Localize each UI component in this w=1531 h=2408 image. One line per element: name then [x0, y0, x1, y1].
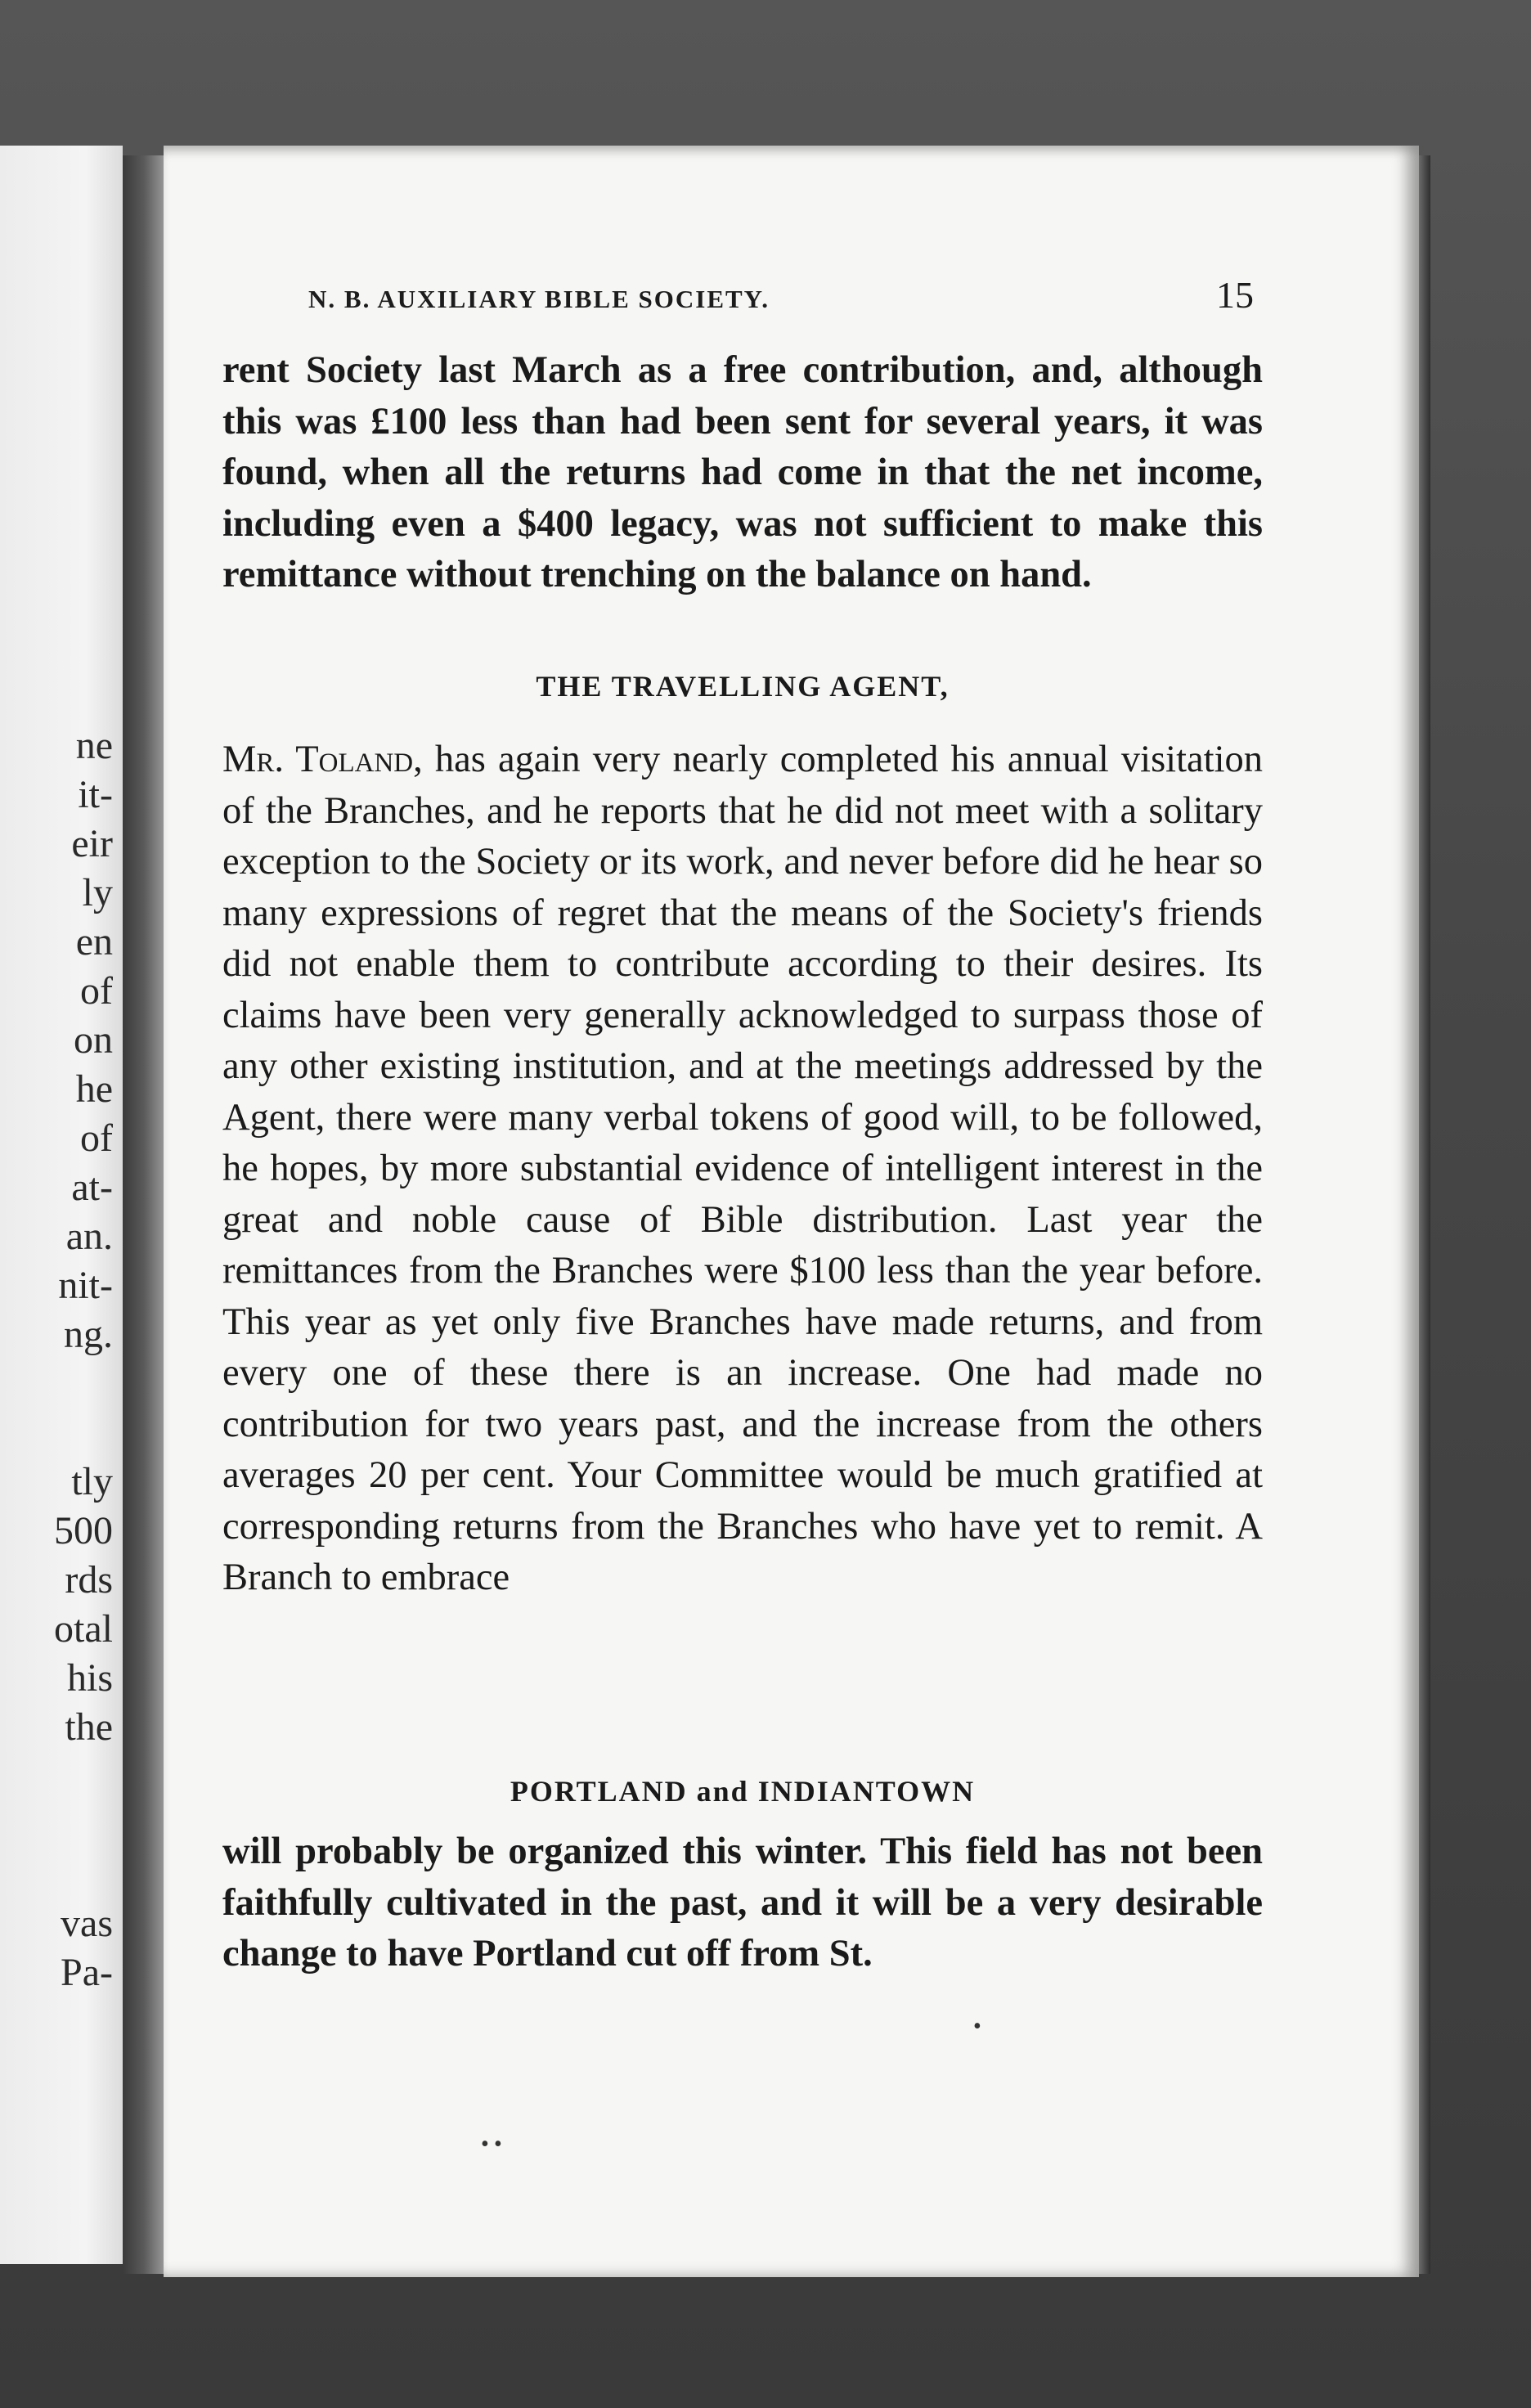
previous-page-fragment	[0, 146, 123, 2264]
margin-fragment: he	[75, 1067, 113, 1111]
margin-fragment: on	[74, 1018, 113, 1062]
margin-fragment: 500	[54, 1509, 113, 1552]
margin-fragment: of	[80, 1116, 113, 1160]
margin-fragment: otal	[54, 1607, 113, 1651]
margin-fragment: at-	[71, 1166, 113, 1209]
agent-name: Mr. Toland,	[222, 739, 423, 780]
ink-speck: •	[973, 2014, 981, 2039]
margin-fragment: vas	[61, 1902, 113, 1945]
margin-fragment: ng.	[64, 1313, 113, 1356]
margin-fragment: his	[66, 1656, 113, 1700]
running-head: N. B. AUXILIARY BIBLE SOCIETY.	[308, 285, 770, 313]
margin-fragment: rds	[65, 1558, 113, 1602]
margin-fragment: ne	[75, 724, 113, 767]
margin-fragment: tly	[71, 1460, 113, 1503]
page-edge-shadow	[1419, 155, 1430, 2274]
margin-fragment: the	[65, 1705, 113, 1749]
margin-fragment: Pa-	[61, 1951, 113, 1994]
margin-fragment: nit-	[58, 1264, 113, 1307]
opening-paragraph: rent Society last March as a free contribution, and, although this was £100 less than had been sent for several years, it was found, when all the returns had come in that the net income, including even a $400 legacy, was not sufficient to make this remittance without trenching on the balance on hand.	[222, 349, 1263, 595]
margin-fragment: of	[80, 969, 113, 1013]
closing-paragraph: will probably be organized this winter. This field has not been faithfully cultivated in the past, and it will be a very desirable change to have Portland cut off from St.	[222, 1831, 1263, 1974]
margin-fragment: en	[75, 920, 113, 964]
margin-fragment: ly	[82, 871, 113, 914]
agent-report-text: has again very nearly completed his annual visitation of the Branches, and he reports that he did not meet with a solitary exception to the Society or its work, and never before did he hear so many expressions of regret that the means of the Society's friends did not enable them to contribute according to their desires. Its claims have been very generally acknowledged to surpass those of any other existing institution, and at the meetings addressed by the Agent, there were many verbal tokens of good will, to be followed, he hopes, by more substantial evidence of intelligent interest in the great and noble cause of Bible distribution. Last year the remittances from the Branches were $100 less than the year before. This year as yet only five Branches have made returns, and from every one of these there is an increase. One had made no contribution for two years past, and the increase from the others averages 20 per cent. Your Committee would be much gratified at corresponding returns from the Branches who have yet to remit. A Branch to embrace	[222, 739, 1263, 1598]
binding-gutter	[123, 155, 165, 2274]
margin-fragment: an.	[65, 1215, 113, 1258]
ink-speck: •	[481, 2132, 489, 2157]
margin-fragment: it-	[78, 773, 113, 816]
agent-report-paragraph	[222, 735, 1263, 1604]
page-number: 15	[1216, 274, 1254, 316]
ink-speck: •	[494, 2132, 502, 2157]
margin-fragment: eir	[71, 822, 113, 865]
section-heading-travelling-agent: THE TRAVELLING AGENT,	[536, 670, 950, 703]
section-heading-portland: PORTLAND and INDIANTOWN	[510, 1775, 976, 1808]
